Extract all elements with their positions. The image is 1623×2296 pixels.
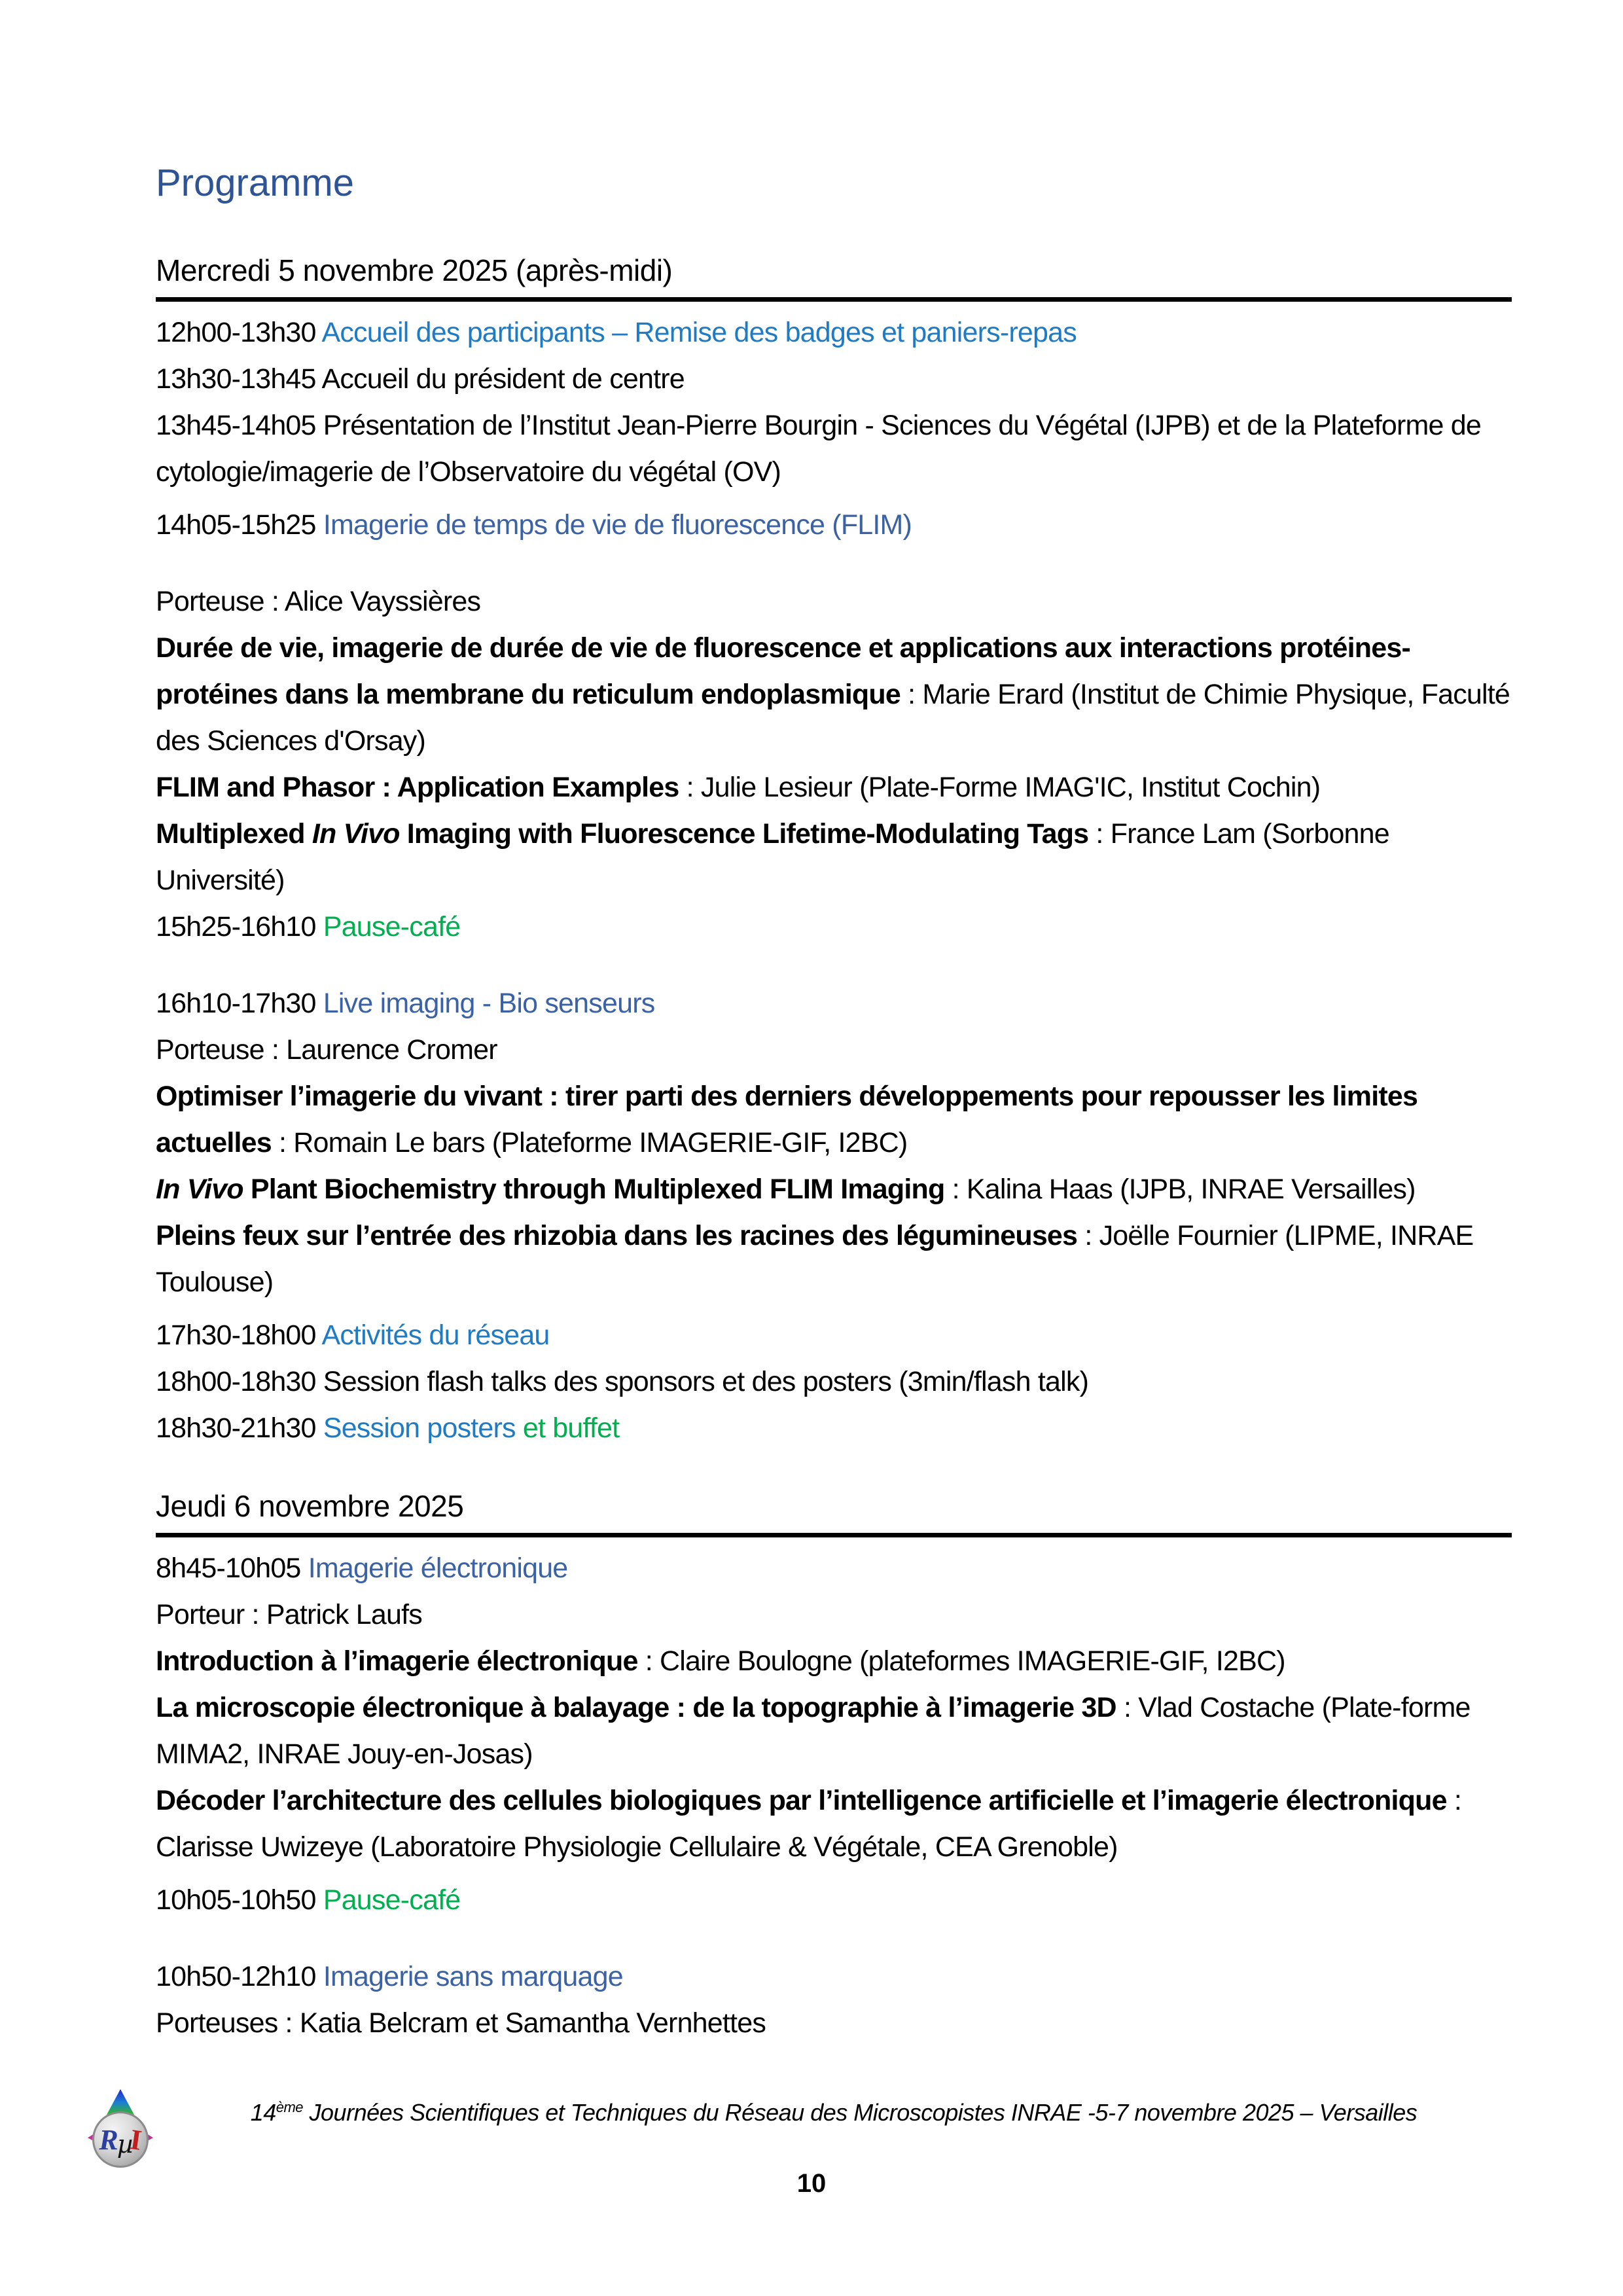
program-line — [156, 625, 1512, 764]
program-line — [156, 2000, 1512, 2047]
footer-edition-number: 14 — [250, 2099, 276, 2126]
program-line — [156, 1166, 1512, 1213]
text-run-bold: FLIM and Phasor : Application Examples — [156, 772, 679, 803]
footer-edition-suffix: ème — [276, 2099, 304, 2115]
program-line — [156, 980, 1512, 1027]
text-run-plain: : Clarisse Uwizeye (Laboratoire Physiologie Cellulaire & Végétale, CEA Grenoble) — [156, 1785, 1462, 1863]
text-run-azure: Session posters — [323, 1412, 516, 1444]
logo-letter-mu: µ — [116, 2130, 134, 2159]
text-run-green: Pause-café — [323, 1884, 461, 1916]
program-line — [156, 1778, 1512, 1871]
text-run-session: Imagerie de temps de vie de fluorescence (FLIM) — [323, 509, 912, 541]
program-line — [156, 904, 1512, 950]
footer-text — [156, 2097, 1512, 2128]
program-line — [156, 1638, 1512, 1685]
logo-letters — [92, 2111, 149, 2168]
program-line — [156, 1359, 1512, 1405]
day-section — [156, 251, 1512, 1452]
text-run-plain: 17h30-18h00 — [156, 1319, 322, 1351]
text-run-plain: 14h05-15h25 — [156, 509, 323, 541]
program-line — [156, 1545, 1512, 1592]
text-run-plain: 10h50-12h10 — [156, 1961, 323, 1992]
text-run-bold: Introduction à l’imagerie électronique — [156, 1645, 638, 1677]
program-line — [156, 579, 1512, 625]
text-run-plain: Porteuse : Alice Vayssières — [156, 586, 481, 617]
text-run-plain: 15h25-16h10 — [156, 911, 323, 942]
text-run-bold: Multiplexed — [156, 818, 312, 850]
program-sections — [156, 251, 1512, 2047]
program-line — [156, 764, 1512, 811]
text-run-plain: 8h45-10h05 — [156, 1552, 308, 1584]
program-line — [156, 1027, 1512, 1073]
program-line — [156, 811, 1512, 904]
day-section — [156, 1487, 1512, 2047]
rmi-network-logo — [88, 2089, 153, 2176]
text-run-plain: 18h30-21h30 — [156, 1412, 323, 1444]
page-content — [156, 158, 1512, 2047]
day-heading: Jeudi 6 novembre 2025 — [156, 1487, 1512, 1537]
day-heading: Mercredi 5 novembre 2025 (après-midi) — [156, 251, 1512, 302]
program-line — [156, 1405, 1512, 1452]
text-run-green: Pause-café — [323, 911, 461, 942]
text-run-bold: Décoder l’architecture des cellules biologiques par l’intelligence artificielle et l’imagerie électronique — [156, 1785, 1447, 1816]
text-run-bold: Imaging with Fluorescence Lifetime-Modulating Tags — [399, 818, 1089, 850]
program-line — [156, 502, 1512, 548]
program-line — [156, 1312, 1512, 1359]
text-run-azure: Activités du réseau — [321, 1319, 550, 1351]
program-line — [156, 1213, 1512, 1306]
text-run-plain: 18h00-18h30 Session flash talks des sponsors et des posters (3min/flash talk) — [156, 1366, 1089, 1397]
footer-event-title: Journées Scientifiques et Techniques du Réseau des Microscopistes INRAE -5-7 novembre 2025 – Versailles — [303, 2099, 1418, 2126]
text-run-bolditalic: In Vivo — [312, 818, 400, 850]
text-run-plain: Porteuses : Katia Belcram et Samantha Vernhettes — [156, 2007, 766, 2039]
logo-letter-r: R — [99, 2123, 118, 2156]
text-run-plain: : Claire Boulogne (plateformes IMAGERIE-GIF, I2BC) — [637, 1645, 1285, 1677]
text-run-green: et buffet — [515, 1412, 620, 1444]
text-run-bolditalic: In Vivo — [156, 1174, 243, 1205]
text-run-session: Imagerie électronique — [308, 1552, 568, 1584]
text-run-plain: 12h00-13h30 — [156, 317, 322, 348]
text-run-bold: Optimiser l’imagerie du vivant : tirer parti des derniers développements pour repousser les limites actuelles — [156, 1081, 1418, 1158]
text-run-plain: : Julie Lesieur (Plate-Forme IMAG'IC, Institut Cochin) — [679, 772, 1321, 803]
text-run-plain: : Kalina Haas (IJPB, INRAE Versailles) — [944, 1174, 1416, 1205]
text-run-azure: Accueil des participants – Remise des badges et paniers-repas — [321, 317, 1077, 348]
program-line — [156, 1954, 1512, 2000]
program-line — [156, 1592, 1512, 1638]
page-title: Programme — [156, 162, 354, 204]
text-run-plain: : Joëlle Fournier (LIPME, INRAE Toulouse) — [156, 1220, 1474, 1298]
text-run-session: Imagerie sans marquage — [323, 1961, 623, 1992]
program-line — [156, 356, 1512, 403]
text-run-plain: 10h05-10h50 — [156, 1884, 323, 1916]
page-number: 10 — [796, 2169, 827, 2198]
program-line — [156, 1685, 1512, 1778]
text-run-plain: 13h45-14h05 Présentation de l’Institut Jean-Pierre Bourgin - Sciences du Végétal (IJPB) et de la Plateforme de cytologie/imagerie de l’Observatoire du végétal (OV) — [156, 410, 1482, 488]
text-run-plain: : Vlad Costache (Plate-forme MIMA2, INRAE Jouy-en-Josas) — [156, 1692, 1471, 1770]
text-run-plain: 13h30-13h45 Accueil du président de centre — [156, 363, 685, 395]
program-line — [156, 1073, 1512, 1166]
text-run-plain: Porteur : Patrick Laufs — [156, 1599, 423, 1630]
text-run-plain: 16h10-17h30 — [156, 988, 323, 1019]
text-run-bold: Durée de vie, imagerie de durée de vie de fluorescence et applications aux interactions protéines-protéines dans la membrane du reticulum endoplasmique — [156, 632, 1411, 710]
logo-letter-i: I — [128, 2123, 144, 2157]
program-line — [156, 403, 1512, 495]
text-run-bold: Plant Biochemistry through Multiplexed FLIM Imaging — [243, 1174, 945, 1205]
text-run-plain: : Marie Erard (Institut de Chimie Physique, Faculté des Sciences d'Orsay) — [156, 679, 1510, 757]
text-run-plain: Porteuse : Laurence Cromer — [156, 1034, 497, 1066]
program-line — [156, 310, 1512, 356]
text-run-plain: : France Lam (Sorbonne Université) — [156, 818, 1389, 896]
program-line — [156, 1877, 1512, 1924]
text-run-session: Live imaging - Bio senseurs — [323, 988, 655, 1019]
text-run-bold: La microscopie électronique à balayage : de la topographie à l’imagerie 3D — [156, 1692, 1116, 1723]
text-run-bold: Pleins feux sur l’entrée des rhizobia dans les racines des légumineuses — [156, 1220, 1078, 1251]
text-run-plain: : Romain Le bars (Plateforme IMAGERIE-GIF, I2BC) — [271, 1127, 908, 1158]
